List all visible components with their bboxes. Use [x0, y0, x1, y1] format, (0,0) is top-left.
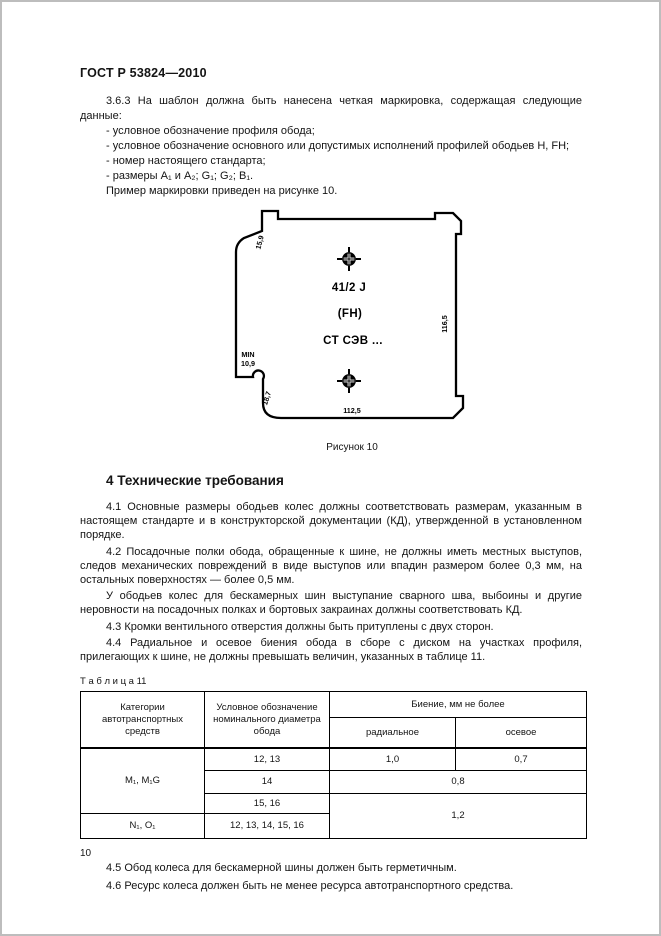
dimension-bottom: 112,5 — [343, 406, 361, 415]
registration-mark-bottom-icon — [337, 369, 361, 393]
table-row — [81, 748, 587, 771]
clause-4-2-continuation: У ободьев колес для бескамерных шин выступание сварного шва, выбоины и другие неровности на посадочных полках и бортовых закраинах должны соответствовать КД. — [80, 590, 582, 617]
dimension-top-left: 15,9 — [253, 234, 266, 251]
marking-item-3: - номер настоящего стандарта; — [106, 155, 266, 167]
cell-category-n: N₁, O₁ — [81, 814, 205, 839]
marking-item-1: - условное обозначение профиля обода; — [106, 125, 315, 137]
section-4-heading: 4 Технические требования — [106, 473, 284, 488]
clause-3-6-3-intro: 3.6.3 На шаблон должна быть нанесена четкая маркировка, содержащая следующие данные: — [80, 95, 582, 122]
dimension-min-label: MIN — [241, 350, 255, 359]
figure-10-caption: Рисунок 10 — [326, 442, 378, 453]
cell-runout-1-2: 1,2 — [330, 794, 587, 839]
dimension-right: 116,5 — [440, 315, 449, 333]
profile-variant-label: (FH) — [337, 308, 363, 320]
header-axial: осевое — [456, 718, 587, 749]
cell-radial-1-0: 1,0 — [330, 748, 456, 771]
template-drawing — [232, 207, 472, 425]
standard-number-header: ГОСТ Р 53824—2010 — [80, 66, 207, 80]
table-11 — [80, 691, 587, 839]
header-categories: Категории автотранспортных средств — [81, 692, 205, 749]
dimension-min-value: 10,9 — [241, 359, 255, 368]
cell-runout-0-8: 0,8 — [330, 771, 587, 794]
table-header-row-1 — [81, 692, 587, 718]
figure-10-drawing — [232, 207, 472, 430]
page-number: 10 — [80, 848, 92, 859]
clause-4-4: 4.4 Радиальное и осевое биения обода в сборе с диском на участках профиля, прилегающих к шине, не должны превышать величин, указанных в таблице 11. — [80, 636, 582, 664]
cell-category-m: M₁, M₁G — [81, 748, 205, 814]
marking-item-2: - условное обозначение основного или допустимых исполнений профилей ободьев H, FH; — [106, 140, 570, 152]
cell-diameter-14: 14 — [205, 771, 330, 794]
clause-4-3: 4.3 Кромки вентильного отверстия должны быть притуплены с двух сторон. — [106, 620, 494, 633]
cell-diameter-12-13: 12, 13 — [205, 748, 330, 771]
table-11-label: Т а б л и ц а 11 — [80, 676, 147, 688]
marking-item-4: - размеры A₁ и A₂; G₁; G₂; B₁. — [106, 170, 254, 182]
clause-4-5: 4.5 Обод колеса для бескамерной шины должен быть герметичным. — [106, 862, 457, 875]
cell-axial-0-7: 0,7 — [456, 748, 587, 771]
cell-diameter-15-16: 15, 16 — [205, 794, 330, 814]
header-radial: радиальное — [330, 718, 456, 749]
header-diameter: Условное обозначение номинального диаметра обода — [205, 692, 330, 749]
header-runout: Биение, мм не более — [330, 692, 587, 718]
section-3-6-3 — [80, 94, 582, 199]
standard-reference-label: СТ СЭВ ... — [323, 335, 383, 347]
registration-mark-top-icon — [337, 247, 361, 271]
clause-4-6: 4.6 Ресурс колеса должен быть не менее ресурса автотранспортного средства. — [106, 880, 514, 893]
cell-diameter-12-16: 12, 13, 14, 15, 16 — [205, 814, 330, 839]
clause-4-2: 4.2 Посадочные полки обода, обращенные к шине, не должны иметь местных выступов, следов механических повреждений в виде выступов или впадин размером более 0,3 мм, на остальных поверхностях — более 0,5 мм. — [80, 545, 582, 587]
dimension-bottom-left: 18,7 — [260, 390, 274, 407]
profile-designation-label: 41/2 J — [331, 282, 367, 294]
marking-example-note: Пример маркировки приведен на рисунке 10. — [106, 185, 338, 197]
clause-4-1: 4.1 Основные размеры ободьев колес должны соответствовать размерам, указанным в настоящем стандарте и в конструкторской документации (КД), утвержденной в установленном порядке. — [80, 501, 582, 542]
page-content — [2, 2, 659, 894]
